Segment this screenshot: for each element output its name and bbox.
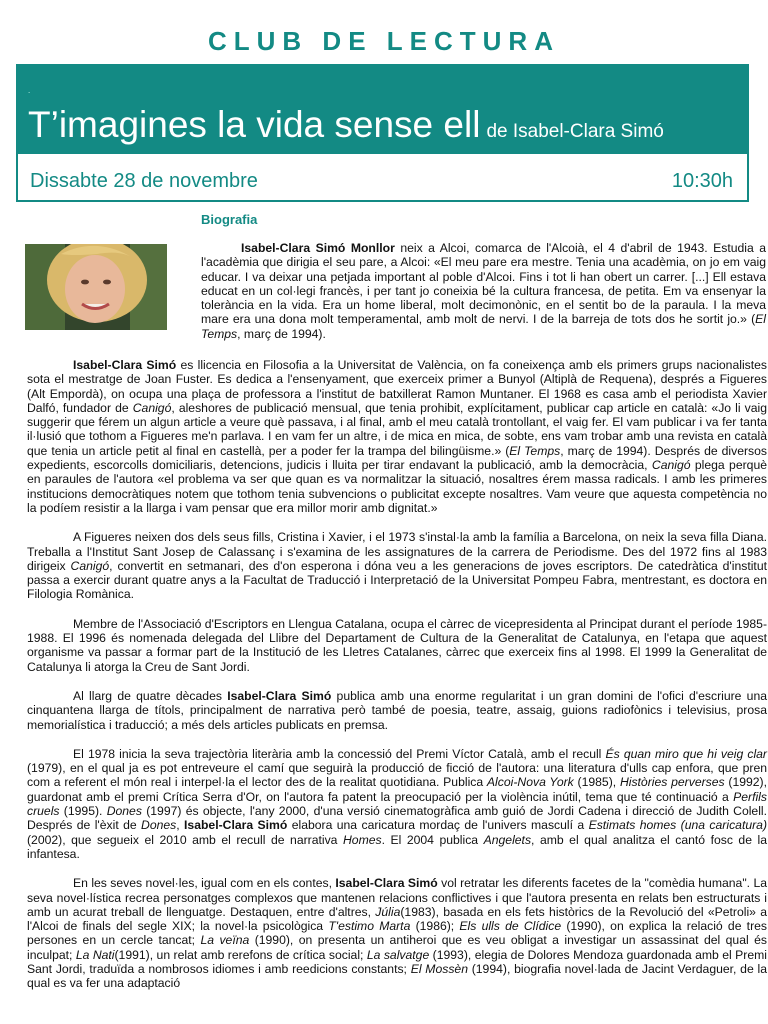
intro-paragraph: Isabel-Clara Simó Monllor neix a Alcoi, comarca de l'Alcoià, el 4 d'abril de 1943. Estudia a l'acadèmia que dirigia el seu pare, a Alcoi: «El meu pare era mestre. Tenia una acadèmia, on jo em vaig educar. I va deixar una petjada important al poble d'Alcoi. Fins i tot li han obert un carrer. [...] Ell estava educat en un col·legi francès, i per tant jo coneixia bé la cultura francesa, de petita. Em va ensenyar la tolerància en la vida. Era un home liberal, molt decimonònic, en el sentit bo de la paraula. I la meva mare era una dona molt temperamental, amb molt de nervi. I de la barreja de tots dos he sortit jo.» (El Temps, març de 1994).: [201, 241, 766, 341]
paragraph: En les seves novel·les, igual com en els contes, Isabel-Clara Simó vol retratar les diferents facetes de la "comèdia humana". La seva novel·lística recrea personatges complexos que mantenen relacions conflictives i que l'autora presenta en relats ben estructurats i amb un acurat treball de llenguatge. Destaquen, entre d'altres, Júlia(1983), basada en els fets històrics de la Revolució del «Petroli» a l'Alcoi de finals del segle XIX; la novel·la psicològica T'estimo Marta (1986); Els ulls de Clídice (1990), on explica la relació de tres persones en un cercle tancat; La veïna (1990), on presenta un antiheroi que es veu obligat a investigar un assassinat del qual és inculpat; La Nati(1991), un relat amb rerefons de crítica social; La salvatge (1993), elegia de Dolores Mendoza guardonada amb el Premi Sant Jordi, traduïda a nombrosos idiomes i amb reedicions constants; El Mossèn (1994), biografia novel·lada de Jacint Verdaguer, de la qual es va fer una adaptació: [27, 876, 768, 991]
author-portrait: [25, 244, 167, 330]
paragraph: Isabel-Clara Simó es llicencia en Filosofia a la Universitat de València, on fa coneixença amb els primers grups nacionalistes sota el mestratge de Joan Fuster. Es dedica a l'ensenyament, que exerceix primer a Bunyol (Altiplà de Requena), després a Figueres (Alt Empordà), on ocupa una plaça de professora a l'institut de batxillerat Ramon Muntaner. El 1968 es casa amb el periodista Xavier Dalfó, fundador de Canigó, aleshores de publicació mensual, que tenia prohibit, explícitament, publicar cap article en català: «Jo li vaig suggerir que férem un algun article a veure què passava, i al final, amb el meu català trontollant, el vaig fer. El vam publicar i va fer tanta il·lusió que tothom a Figueres me'n parlava. I en vam fer un altre, i de mica en mica, de sobte, ens vam trobar amb una revista en català que tenia un article petit al final en castellà, per a poder fer la trampa del bilingüisme.» (El Temps, març de 1994). Després de diversos expedients, escorcolls domiciliaris, detencions, judicis i lluita per tirar endavant la publicació, amb la democràcia, Canigó plega perquè en paraules de l'autora «el problema va ser que quan es va normalitzar la situació, nosaltres érem massa radicals. I amb les primeres institucions democràtiques notem que tothom tenia subvencions o publicitat excepte nosaltres. Vam veure que aquesta competència no la podíem resistir a la llarga i vam pensar que era millor morir amb dignitat.»: [27, 358, 768, 515]
paragraph: A Figueres neixen dos dels seus fills, Cristina i Xavier, i el 1973 s'instal·la amb la família a Barcelona, on neix la seva filla Diana. Treballa a l'Institut Sant Josep de Calassanç i s'examina de les assignatures de la carrera de Periodisme. Des del 1972 fins al 1983 dirigeix Canigó, convertit en setmanari, des d'on esperona i dóna veu a les generacions de joves escriptors. De catedràtica d'institut passa a exercir durant quatre anys a la Facultat de Traducció i Interpretació de la Universitat Pompeu Fabra, mentrestant, es doctora en Filologia Romànica.: [27, 530, 767, 602]
author-line: de Isabel-Clara Simó: [486, 121, 664, 142]
date-bar: [16, 154, 749, 202]
event-date: Dissabte 28 de novembre: [30, 170, 258, 192]
title-banner: . T’imagines la vida sense ell de Isabel-Clara Simó: [16, 64, 749, 154]
portrait-image: [25, 244, 167, 330]
book-title: T’imagines la vida sense ell: [28, 104, 481, 145]
author-name: Isabel-Clara Simó Monllor: [241, 241, 395, 255]
paragraph: Al llarg de quatre dècades Isabel-Clara Simó publica amb una enorme regularitat i un gran domini de l'ofici d'escriure una cinquantena llarga de títols, principalment de narrativa però també de poesia, teatre, assaig, guions radiofònics i televisius, prosa memorialística i traducció; a més dels articles publicats en premsa.: [27, 688, 768, 732]
biography-body: [27, 358, 767, 991]
event-time: 10:30h: [671, 170, 733, 192]
paragraph: El 1978 inicia la seva trajectòria literària amb la concessió del Premi Víctor Català, amb el recull És quan miro que hi veig clar (1979), en el qual ja es pot entreveure el camí que seguirà la producció de ficció de l'autora: una literatura d'ulls cap enfora, que pren com a referent el món real i interpel·la el lector des de la realitat quotidiana. Publica Alcoi-Nova York (1985), Històries perverses (1992), guardonat amb el premi Crítica Serra d'Or, on l'autora fa patent la preocupació per la violència inútil, tema que té continuació a Perfils cruels (1995). Dones (1997) és objecte, l'any 2000, d'una versió cinematogràfica amb guió de Jordi Cadena i direcció de Judith Colell. Després de l'èxit de Dones, Isabel-Clara Simó elabora una caricatura mordaç de l'univers masculí a Estimats homes (una caricatura) (2002), que segueix el 2010 amb el recull de narrativa Homes. El 2004 publica Angelets, amb el qual analitza el cantó fosc de la infantesa.: [27, 746, 768, 861]
club-heading: CLUB DE LECTURA: [208, 26, 560, 56]
paragraph: Membre de l'Associació d'Escriptors en Llengua Catalana, ocupa el càrrec de vicepresidenta al Principat durant el període 1985-1988. El 1996 és nomenada delegada del Llibre del Departament de Cultura de la Generalitat de Catalunya, en l'etapa que aquest organisme va passar a formar part de la Institució de les Lletres Catalanes, càrrec que exerceix fins al 1998. El 1999 la Generalitat de Catalunya li atorga la Creu de Sant Jordi.: [27, 616, 767, 674]
biography-heading: Biografia: [201, 212, 258, 227]
